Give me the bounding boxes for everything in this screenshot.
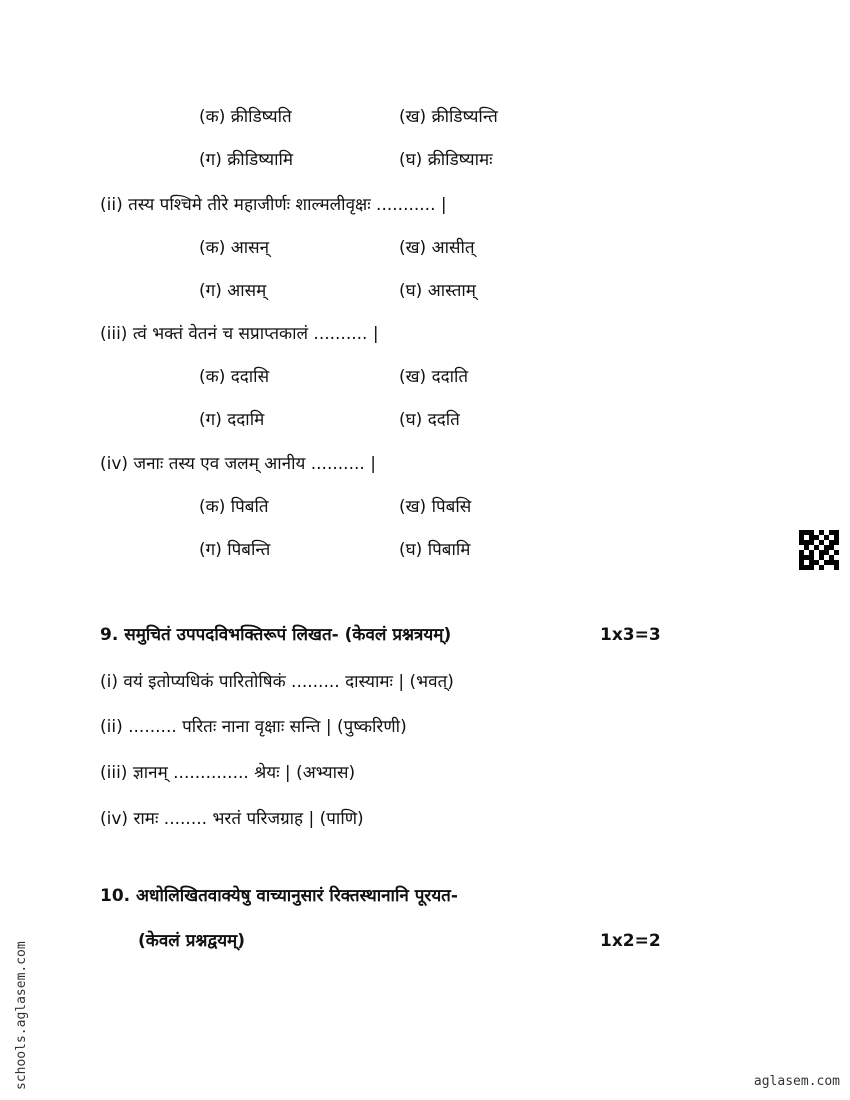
footer-watermark: aglasem.com <box>753 1074 840 1089</box>
q8-iv-option-gha: (घ) पिबामि <box>399 540 471 560</box>
side-watermark: schools.aglasem.com <box>14 941 29 1090</box>
q8-i-option-ka: (क) क्रीडिष्यति <box>199 107 292 127</box>
q8-iv-option-ga: (ग) पिबन्ति <box>199 540 271 560</box>
q8-i-option-gha: (घ) क्रीडिष्यामः <box>399 150 493 170</box>
q8-i-option-ga: (ग) क्रीडिष्यामि <box>199 150 294 170</box>
q8-iv-option-ka: (क) पिबति <box>199 497 269 517</box>
q9-item-iv: (iv) रामः ........ भरतं परिजग्राह | (पाणि) <box>100 809 364 829</box>
q9-item-i: (i) वयं इतोप्यधिकं पारितोषिकं ......... दास्यामः | (भवत्) <box>100 672 454 692</box>
q8-iii-question: (iii) त्वं भक्तं वेतनं च सप्राप्तकालं .......... | <box>100 324 379 344</box>
q9-item-ii: (ii) ......... परितः नाना वृक्षाः सन्ति | (पुष्करिणी) <box>100 717 407 737</box>
q8-iv-question: (iv) जनाः तस्य एव जलम् आनीय .......... | <box>100 454 376 474</box>
q8-iii-option-kha: (ख) ददाति <box>399 367 469 387</box>
qr-code-icon <box>799 530 839 570</box>
q8-iii-option-ka: (क) ददासि <box>199 367 270 387</box>
q8-iv-option-kha: (ख) पिबसि <box>399 497 472 517</box>
q8-ii-option-ga: (ग) आसम् <box>199 281 267 301</box>
q8-iii-option-gha: (घ) ददति <box>399 410 460 430</box>
q9-marks: 1x3=3 <box>600 625 661 645</box>
q10-heading: 10. अधोलिखितवाक्येषु वाच्यानुसारं रिक्तस्थानानि पूरयत- <box>100 886 458 906</box>
q8-ii-option-ka: (क) आसन् <box>199 238 270 258</box>
q9-heading: 9. समुचितं उपपदविभक्तिरूपं लिखत- (केवलं प्रश्नत्रयम्) <box>100 625 452 645</box>
q8-ii-question: (ii) तस्य पश्चिमे तीरे महाजीर्णः शाल्मलीवृक्षः ........... | <box>100 195 447 215</box>
q10-subheading: (केवलं प्रश्नद्वयम्) <box>138 931 245 951</box>
q8-ii-option-gha: (घ) आस्ताम् <box>399 281 476 301</box>
q8-i-option-kha: (ख) क्रीडिष्यन्ति <box>399 107 498 127</box>
q8-iii-option-ga: (ग) ददामि <box>199 410 265 430</box>
q9-item-iii: (iii) ज्ञानम् .............. श्रेयः | (अभ्यास) <box>100 763 356 783</box>
q8-ii-option-kha: (ख) आसीत् <box>399 238 475 258</box>
q10-marks: 1x2=2 <box>600 931 661 951</box>
